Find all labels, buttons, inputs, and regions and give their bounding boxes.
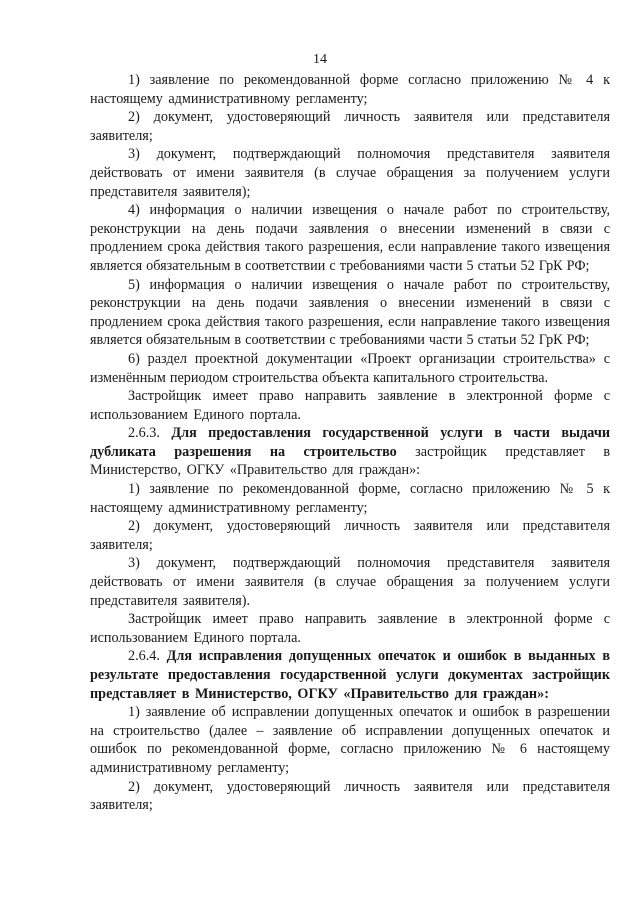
- list-item: 3) документ, подтверждающий полномочия представителя заявителя действовать от имени заявителя (в случае обращения за получением услуги представителя заявителя).: [90, 555, 610, 609]
- list-item: 6) раздел проектной документации «Проект организации строительства» с изменённым периодом строительства объекта капитального строительства.: [90, 350, 610, 386]
- section-paragraph: [90, 424, 610, 480]
- section-heading: Для исправления допущенных опечаток и ошибок в выданных в результате предоставления государственной услуги документах застройщик представляет в Министерство, ОГКУ «Правительство для граждан»:: [90, 648, 611, 702]
- section-number: 2.6.4.: [128, 648, 160, 665]
- section-text: застройщик представляет в Министерство, ОГКУ «Правительство для граждан»:: [90, 443, 611, 479]
- list-item: 1) заявление по рекомендованной форме, согласно приложению № 5 к настоящему административному регламенту;: [90, 481, 610, 516]
- section-paragraph: [90, 647, 610, 703]
- document-body: [90, 71, 610, 815]
- list-item: 4) информация о наличии извещения о начале работ по строительству, реконструкции на день подачи заявления о внесении изменений в связи с продлением срока действия такого разрешения, если направление такого извещения является обязательным в соответствии с требованиями части 5 статьи 52 ГрК РФ;: [90, 202, 610, 274]
- section-heading: Для предоставления государственной услуги в части выдачи дубликата разрешения на строительство: [90, 425, 610, 460]
- section-number: 2.6.3.: [128, 425, 160, 442]
- list-item: 5) информация о наличии извещения о начале работ по строительству, реконструкции на день подачи заявления о внесении изменений в связи с продлением срока действия такого разрешения, если направление такого извещения является обязательным в соответствии с требованиями части 5 статьи 52 ГрК РФ;: [90, 276, 610, 349]
- list-item: 2) документ, удостоверяющий личность заявителя или представителя заявителя;: [90, 778, 610, 814]
- list-item: 2) документ, удостоверяющий личность заявителя или представителя заявителя;: [90, 518, 610, 553]
- list-item: 1) заявление об исправлении допущенных опечаток и ошибок в разрешении на строительство (далее – заявление об исправлении допущенных опечаток и ошибок по рекомендованной форме, согласно приложению № 6 настоящему административному регламенту;: [90, 704, 610, 776]
- list-item: 2) документ, удостоверяющий личность заявителя или представителя заявителя;: [90, 109, 610, 144]
- paragraph: Застройщик имеет право направить заявление в электронной форме с использованием Единого портала.: [90, 611, 610, 646]
- list-item: 1) заявление по рекомендованной форме согласно приложению № 4 к настоящему административному регламенту;: [90, 72, 610, 107]
- page-number: 14: [313, 52, 327, 67]
- list-item: 3) документ, подтверждающий полномочия представителя заявителя действовать от имени заявителя (в случае обращения за получением услуги представителя заявителя);: [90, 146, 610, 200]
- paragraph: Застройщик имеет право направить заявление в электронной форме с использованием Единого портала.: [90, 388, 610, 423]
